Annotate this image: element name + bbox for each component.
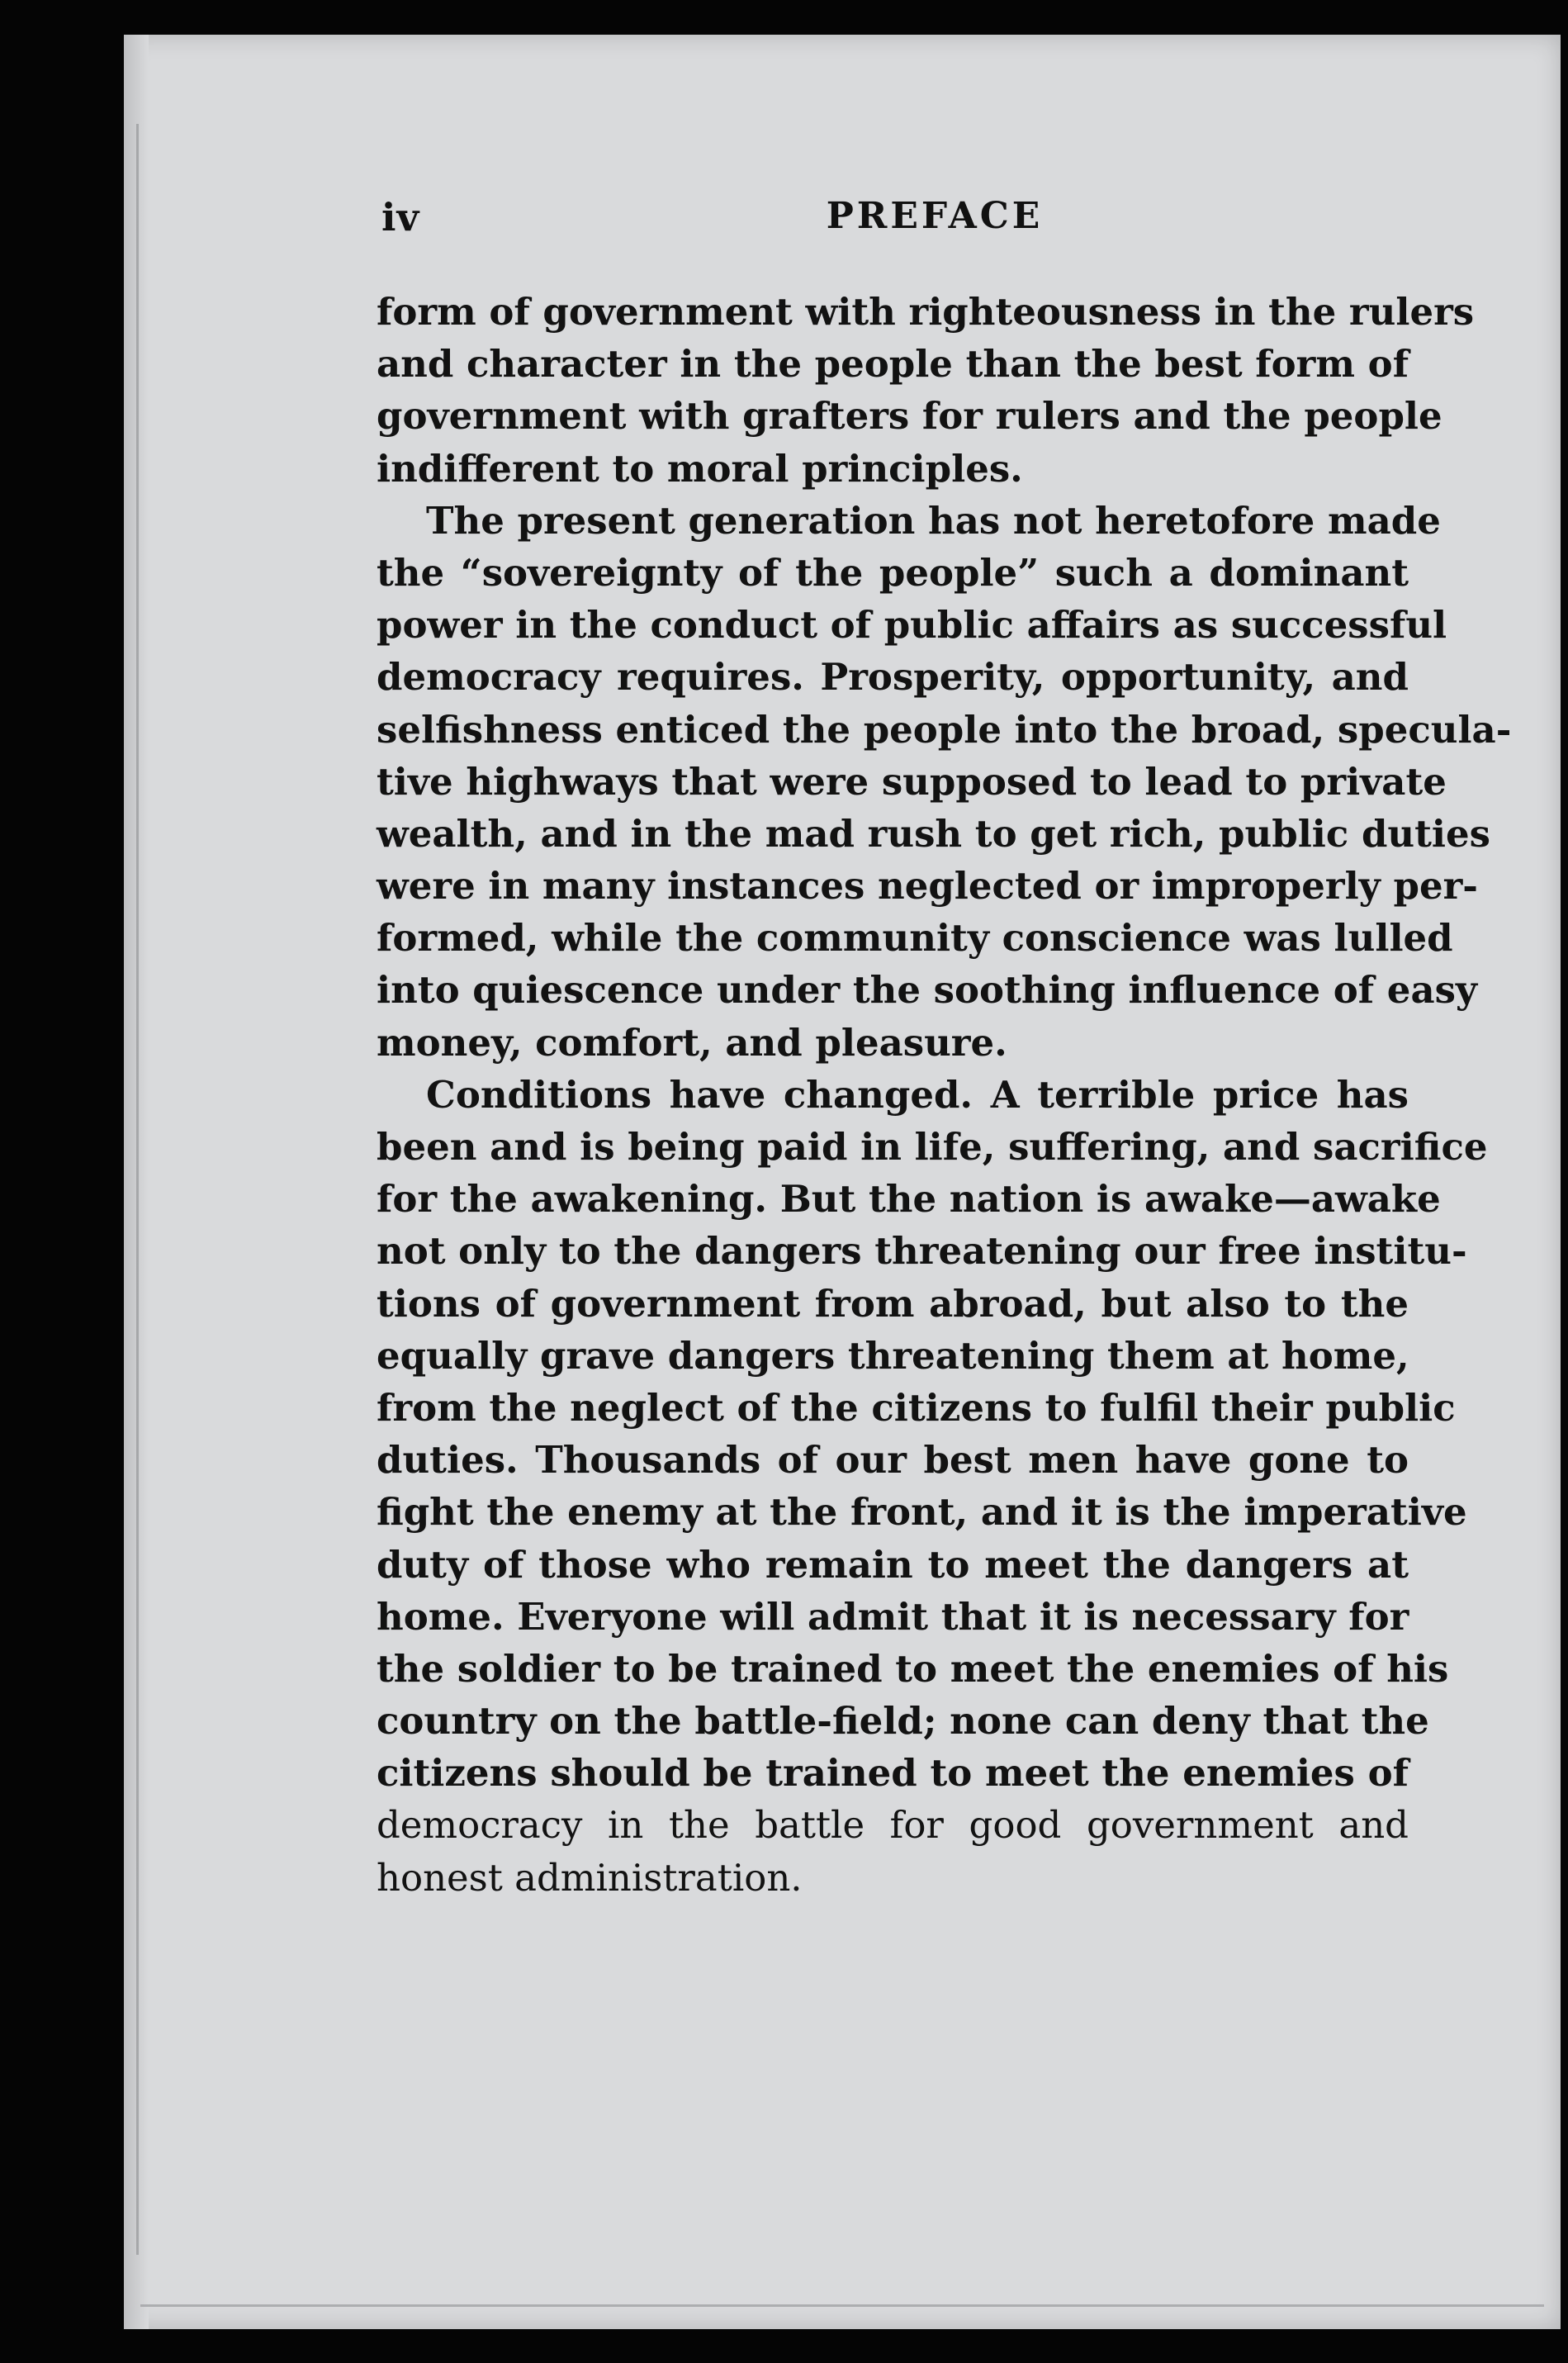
paragraph (377, 495, 1512, 1069)
text-line: formed, while the community conscience was lulled (377, 916, 1453, 961)
text-line: for the awakening. But the nation is awake—awake (377, 1177, 1441, 1222)
running-head (381, 195, 1422, 253)
text-line: home. Everyone will admit that it is necessary for (377, 1594, 1409, 1639)
text-line: duties. Thousands of our best men have gone to (377, 1438, 1409, 1483)
text-line: honest administration. (377, 1855, 803, 1900)
text-line: not only to the dangers threatening our free institu- (377, 1229, 1467, 1274)
page-bottom-edge (140, 2304, 1544, 2307)
text-line: citizens should be trained to meet the enemies of (377, 1751, 1409, 1796)
text-line: fight the enemy at the front, and it is the imperative (377, 1490, 1467, 1535)
text-line: country on the battle-field; none can deny that the (377, 1699, 1429, 1744)
page-edge-line (136, 124, 139, 2255)
text-line: tions of government from abroad, but also to the (377, 1281, 1409, 1326)
text-line: power in the conduct of public affairs as successful (377, 603, 1447, 648)
paragraph (377, 1069, 1488, 1904)
text-line: The present generation has not heretofore made (426, 498, 1441, 543)
text-line: Conditions have changed. A terrible price has (426, 1072, 1409, 1117)
text-line: were in many instances neglected or improperly per- (377, 864, 1478, 909)
running-title: PREFACE (826, 195, 1044, 237)
text-line: into quiescence under the soothing influence of easy (377, 968, 1478, 1013)
text-line: selfishness enticed the people into the broad, specula- (377, 707, 1512, 752)
text-line: from the neglect of the citizens to fulfil their public (377, 1385, 1456, 1430)
text-line: been and is being paid in life, suffering, and sacrifice (377, 1125, 1488, 1169)
text-line: democracy in the battle for good government and (377, 1803, 1409, 1848)
text-line: and character in the people than the best form of (377, 342, 1409, 387)
text-line: wealth, and in the mad rush to get rich, public duties (377, 811, 1490, 856)
text-line: democracy requires. Prosperity, opportunity, and (377, 655, 1409, 700)
text-line: the “sovereignty of the people” such a dominant (377, 550, 1409, 595)
paragraph (377, 286, 1475, 495)
text-line: duty of those who remain to meet the dangers at (377, 1542, 1409, 1587)
page-number: iv (381, 195, 420, 240)
text-line: equally grave dangers threatening them at home, (377, 1333, 1409, 1378)
text-line: indifferent to moral principles. (377, 446, 1023, 491)
text-line: tive highways that were supposed to lead to private (377, 759, 1447, 804)
text-line: government with grafters for rulers and the people (377, 394, 1442, 439)
body-text (377, 286, 1512, 1904)
text-line: the soldier to be trained to meet the enemies of his (377, 1646, 1449, 1691)
text-line: money, comfort, and pleasure. (377, 1020, 1007, 1065)
text-line: form of government with righteousness in the rulers (377, 290, 1475, 334)
